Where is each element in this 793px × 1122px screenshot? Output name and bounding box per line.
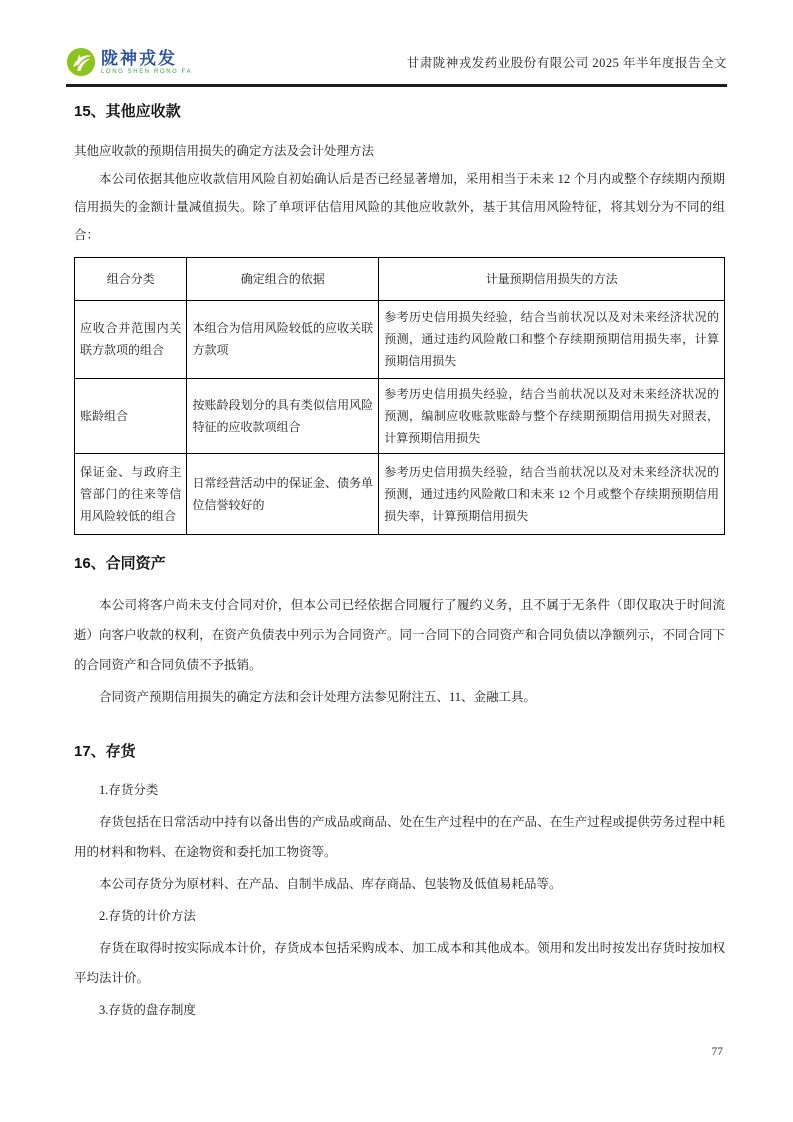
table-row	[75, 300, 725, 378]
table-cell: 参考历史信用损失经验，结合当前状况以及对未来经济状况的预测，通过违约风险敞口和未来 12 个月或整个存续期预期信用损失率，计算预期信用损失	[379, 453, 725, 534]
table-row	[75, 378, 725, 453]
company-logo-name-cn: 陇神戎发	[101, 48, 177, 68]
table-header-row	[75, 257, 725, 300]
s15-intro-text: 其他应收款的预期信用损失的确定方法及会计处理方法	[74, 143, 375, 158]
page-number: 77	[711, 1046, 723, 1058]
table-cell: 应收合并范围内关联方款项的组合	[75, 300, 187, 378]
section-17-heading: 17、存货	[74, 742, 136, 760]
page-header	[66, 46, 727, 78]
table-cell: 保证金、与政府主管部门的往来等信用风险较低的组合	[75, 453, 187, 534]
table-cell: 账龄组合	[75, 378, 187, 453]
s17-item-2-label: 2.存货的计价方法	[99, 908, 196, 923]
company-logo	[66, 47, 192, 77]
s17-item-3-label: 3.存货的盘存制度	[99, 1002, 196, 1017]
s17-item-1-paragraph-2: 本公司存货分为原材料、在产品、自制半成品、库存商品、包装物及低值易耗品等。	[99, 876, 562, 891]
table-cell: 参考历史信用损失经验，结合当前状况以及对未来经济状况的预测，编制应收账款账龄与整个存续期预期信用损失对照表，计算预期信用损失	[379, 378, 725, 453]
section-16-heading: 16、合同资产	[74, 554, 166, 572]
table-cell: 本组合为信用风险较低的应收关联方款项	[187, 300, 379, 378]
table-header-cell-category: 组合分类	[75, 257, 187, 300]
table-header-cell-method: 计量预期信用损失的方法	[379, 257, 725, 300]
s17-item-2-paragraph-1: 存货在取得时按实际成本计价，存货成本包括采购成本、加工成本和其他成本。领用和发出时按发出存货时按加权平均法计价。	[74, 940, 725, 985]
table-header-cell-basis: 确定组合的依据	[187, 257, 379, 300]
s17-item-1-label: 1.存货分类	[99, 782, 159, 797]
table-cell: 日常经营活动中的保证金、债务单位信誉较好的	[187, 453, 379, 534]
company-logo-name-en: LONG SHEN RONG FA	[101, 68, 193, 75]
ecl-combination-table	[74, 257, 725, 535]
table-row	[75, 453, 725, 534]
company-logo-text	[101, 50, 192, 75]
report-body	[74, 100, 725, 1025]
company-logo-icon	[66, 47, 96, 77]
s15-paragraph: 本公司依据其他应收款信用风险自初始确认后是否已经显著增加，采用相当于未来 12 个月内或整个存续期内预期信用损失的金额计量减值损失。除了单项评估信用风险的其他应收款外，基于其信用风险特征，将其划分为不同的组合：	[74, 171, 725, 242]
table-cell: 参考历史信用损失经验，结合当前状况以及对未来经济状况的预测，通过违约风险敞口和整个存续期预期信用损失率，计算预期信用损失	[379, 300, 725, 378]
header-rule	[66, 84, 727, 87]
s17-item-1-paragraph-1: 存货包括在日常活动中持有以备出售的产成品或商品、处在生产过程中的在产品、在生产过程或提供劳务过程中耗用的材料和物料、在途物资和委托加工物资等。	[74, 814, 725, 859]
document-title: 甘肃陇神戎发药业股份有限公司 2025 年半年度报告全文	[406, 56, 727, 70]
section-15-heading: 15、其他应收款	[74, 102, 181, 120]
table-cell: 按账龄段划分的具有类似信用风险特征的应收款项组合	[187, 378, 379, 453]
s16-paragraph-1: 本公司将客户尚未支付合同对价，但本公司已经依据合同履行了履约义务，且不属于无条件（即仅取决于时间流逝）向客户收款的权利，在资产负债表中列示为合同资产。同一合同下的合同资产和合同负债以净额列示，不同合同下的合同资产和合同负债不予抵销。	[74, 597, 725, 672]
s16-paragraph-2: 合同资产预期信用损失的确定方法和会计处理方法参见附注五、11、金融工具。	[99, 689, 537, 704]
